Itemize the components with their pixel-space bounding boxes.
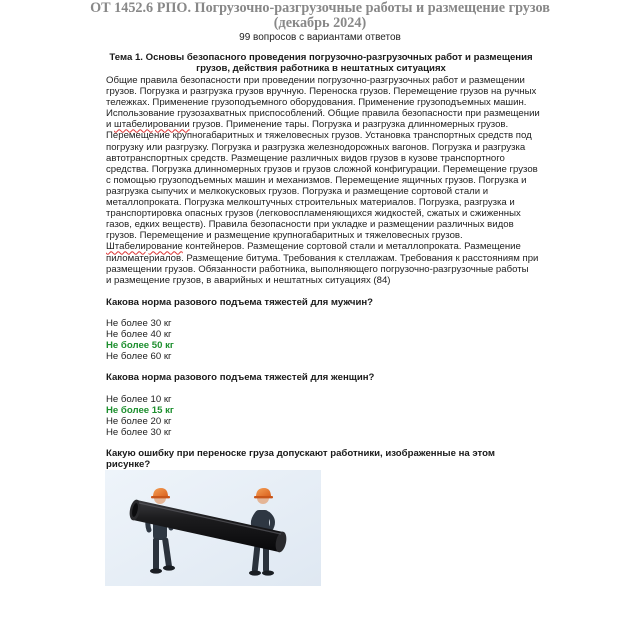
body-text-line: разгрузка сыпучих и мелкокусковых грузов. Погрузка и размещение сортовой стали и: [106, 185, 489, 197]
question-3-line-1: Какую ошибку при переноске груза допускают работники, изображенные на этом: [106, 448, 495, 459]
body-text-line: Штабелирование контейнеров. Размещение сортовой стали и металлопроката. Размещение: [106, 241, 521, 253]
body-text-line: тележках. Применение грузоподъемного оборудования. Применение грузоподъемных машин.: [106, 97, 527, 109]
spelling-flag: штабелировании: [114, 119, 190, 131]
question-3-text: [106, 448, 536, 470]
answer-option[interactable]: Не более 40 кг: [106, 329, 172, 340]
body-text-line: металлопроката. Погрузка мелкоштучных строительных материалов. Погрузка, разгрузка и: [106, 197, 515, 209]
question-1-options: [106, 318, 306, 362]
question-2-text: Какова норма разового подъема тяжестей для женщин?: [106, 372, 375, 383]
topic-heading: [106, 53, 536, 74]
answer-option[interactable]: Не более 30 кг: [106, 318, 172, 329]
spelling-flag: Штабелирование: [106, 241, 183, 253]
body-text-line: с помощью грузоподъемных машин и механизмов. Перемещение ящичных грузов. Погрузка и: [106, 174, 527, 186]
workers-carrying-pipe-illustration: [105, 470, 321, 586]
body-text-line: Использование грузозахватных приспособлений. Общие правила безопасности при размещении: [106, 108, 540, 120]
body-text-line: пиломатериалов. Размещение битума. Требования к стеллажам. Требования к расстояниям при: [106, 252, 539, 264]
body-text-line: Общие правила безопасности при проведении погрузочно-разгрузочных работ и размещении: [106, 75, 525, 86]
body-text-line: размещении грузов. Обязанности работника, выполняющего погрузочно-разгрузочные работы: [106, 263, 529, 275]
correct-answer-option[interactable]: Не более 15 кг: [106, 405, 174, 416]
answer-option[interactable]: Не более 30 кг: [106, 427, 172, 438]
title-line-1: ОТ 1452.6 РПО. Погрузочно-разгрузочные работы и размещение грузов: [90, 0, 550, 16]
topic-heading-line-1: Тема 1. Основы безопасного проведения погрузочно-разгрузочных работ и размещения: [109, 52, 533, 63]
body-text-line: Перемещение крупногабаритных и тяжеловесных грузов. Установка транспортных средств под: [106, 130, 532, 142]
body-text-line: автотранспортных средств. Размещение различных видов грузов в кузове транспортного: [106, 152, 505, 164]
title-line-2: (декабрь 2024): [273, 15, 367, 31]
body-text-line: транспортировка опасных грузов (легковоспламеняющихся жидкостей, сжатых и сжиженных: [106, 208, 521, 220]
question-1-text: Какова норма разового подъема тяжестей для мужчин?: [106, 297, 374, 308]
body-text-line: погрузку или разгрузку. Погрузка и разгрузка железнодорожных вагонов. Погрузка и разгрузка: [106, 141, 526, 153]
question-3-line-2: рисунке?: [106, 459, 151, 470]
document-subtitle: 99 вопросов с вариантами ответов: [239, 32, 401, 43]
body-text-line: и размещение грузов, в аварийных и нештатных ситуациях (84): [106, 274, 391, 286]
topic-description: [106, 75, 542, 286]
correct-answer-option[interactable]: Не более 50 кг: [106, 340, 174, 351]
body-text-line: средства. Погрузка длинномерных грузов и грузов сложной конфигурации. Перемещение грузов: [106, 163, 538, 175]
body-text-line: грузов. Погрузка и разгрузка грузов вручную. Переноска грузов. Перемещение грузов на ручных: [106, 86, 537, 98]
topic-heading-line-2: грузов, действия работника в нештатных ситуациях: [196, 62, 446, 74]
answer-option[interactable]: Не более 10 кг: [106, 394, 172, 405]
document-title: [80, 1, 560, 31]
answer-option[interactable]: Не более 60 кг: [106, 351, 172, 362]
body-text-line: и штабелировании грузов. Применение тары. Погрузка и разгрузка длинномерных грузов.: [106, 119, 509, 131]
body-text-line: газов, едких веществ). Правила безопасности при укладке и размещении различных видов: [106, 219, 514, 231]
question-2-options: [106, 394, 306, 438]
answer-option[interactable]: Не более 20 кг: [106, 416, 172, 427]
body-text-line: грузов. Перемещение и размещение крупногабаритных и тяжеловесных грузов.: [106, 230, 463, 242]
